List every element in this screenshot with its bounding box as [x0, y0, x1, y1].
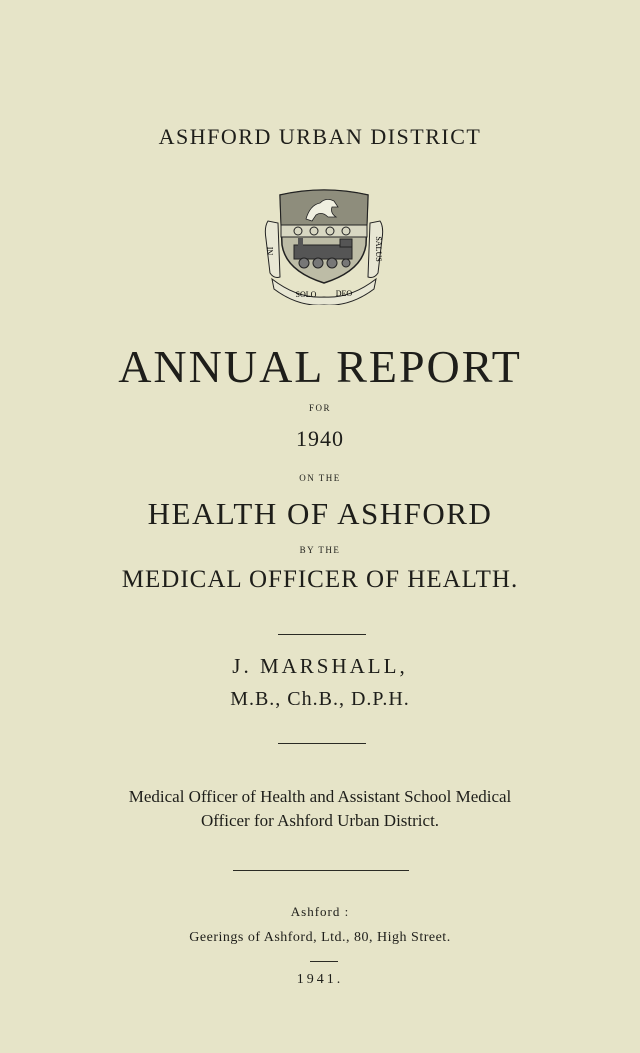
description-line: Medical Officer of Health and Assistant School Medical — [128, 787, 512, 806]
label-for: FOR — [308, 403, 331, 413]
label-by-the: BY THE — [299, 545, 341, 555]
svg-text:NI: NI — [266, 246, 275, 256]
coat-of-arms-crest — [258, 183, 390, 305]
divider — [278, 743, 366, 744]
divider — [278, 634, 366, 635]
description-line: Officer for Ashford Urban District. — [200, 811, 440, 830]
publication-year: 1941. — [296, 972, 344, 987]
author-role: MEDICAL OFFICER OF HEALTH. — [121, 566, 519, 593]
report-year: 1940 — [296, 426, 344, 451]
report-title: ANNUAL REPORT — [118, 341, 522, 392]
author-name: J. MARSHALL, — [232, 654, 408, 678]
imprint-printer: Geerings of Ashford, Ltd., 80, High Street. — [189, 930, 451, 945]
divider — [233, 870, 409, 871]
svg-text:SALUS: SALUS — [374, 236, 383, 262]
svg-text:DEO: DEO — [335, 289, 353, 298]
district-heading: ASHFORD URBAN DISTRICT — [158, 124, 482, 149]
divider — [310, 961, 338, 962]
report-subject: HEALTH OF ASHFORD — [147, 496, 493, 531]
author-qualifications: M.B., Ch.B., D.P.H. — [230, 688, 410, 710]
label-on-the: ON THE — [299, 473, 341, 483]
svg-text:SOLO: SOLO — [295, 290, 317, 299]
imprint-place: Ashford : — [290, 904, 350, 919]
